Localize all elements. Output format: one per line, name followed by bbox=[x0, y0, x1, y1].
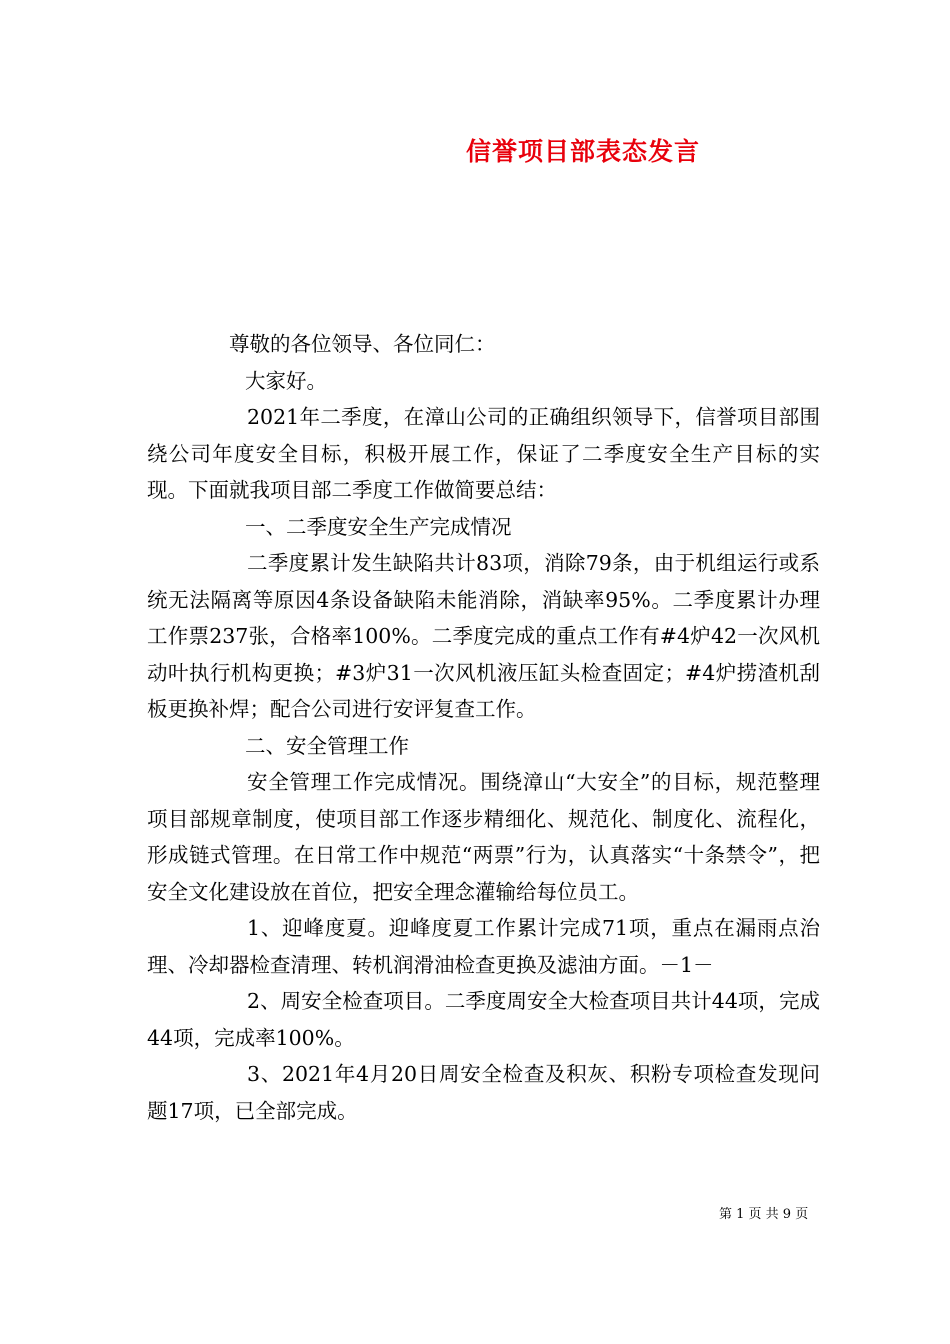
list-item-2: 2、周安全检查项目。二季度周安全大检查项目共计44项，完成44项，完成率100%。 bbox=[147, 989, 820, 1050]
salutation: 尊敬的各位领导、各位同仁： bbox=[229, 332, 496, 356]
document-body bbox=[147, 326, 820, 1129]
greeting: 大家好。 bbox=[245, 368, 327, 393]
section-heading-2: 二、安全管理工作 bbox=[245, 733, 409, 758]
section-2-paragraph: 安全管理工作完成情况。围绕漳山“大安全”的目标，规范整理项目部规章制度，使项目部工作逐步精细化、规范化、制度化、流程化，形成链式管理。在日常工作中规范“两票”行为，认真落实“十条禁令”，把安全文化建设放在首位，把安全理念灌输给每位员工。 bbox=[147, 770, 820, 904]
intro-paragraph: 2021年二季度，在漳山公司的正确组织领导下，信誉项目部围绕公司年度安全目标，积极开展工作，保证了二季度安全生产目标的实现。下面就我项目部二季度工作做简要总结： bbox=[147, 405, 820, 502]
document-title: 信誉项目部表态发言 bbox=[465, 137, 700, 166]
section-heading-1: 一、二季度安全生产完成情况 bbox=[245, 514, 512, 539]
section-1-paragraph: 二季度累计发生缺陷共计83项，消除79条，由于机组运行或系统无法隔离等原因4条设备缺陷未能消除，消缺率95%。二季度累计办理工作票237张，合格率100%。二季度完成的重点工作有#4炉42一次风机动叶执行机构更换；#3炉31一次风机液压缸头检查固定；#4炉捞渣机刮板更换补焊；配合公司进行安评复查工作。 bbox=[147, 551, 820, 721]
list-item-3: 3、2021年4月20日周安全检查及积灰、积粉专项检查发现问题17项，已全部完成。 bbox=[147, 1062, 820, 1123]
page-number-footer: 第 1 页 共 9 页 bbox=[719, 1207, 809, 1222]
list-item-1: 1、迎峰度夏。迎峰度夏工作累计完成71项，重点在漏雨点治理、冷却器检查清理、转机润滑油检查更换及滤油方面。－1－ bbox=[147, 916, 820, 977]
